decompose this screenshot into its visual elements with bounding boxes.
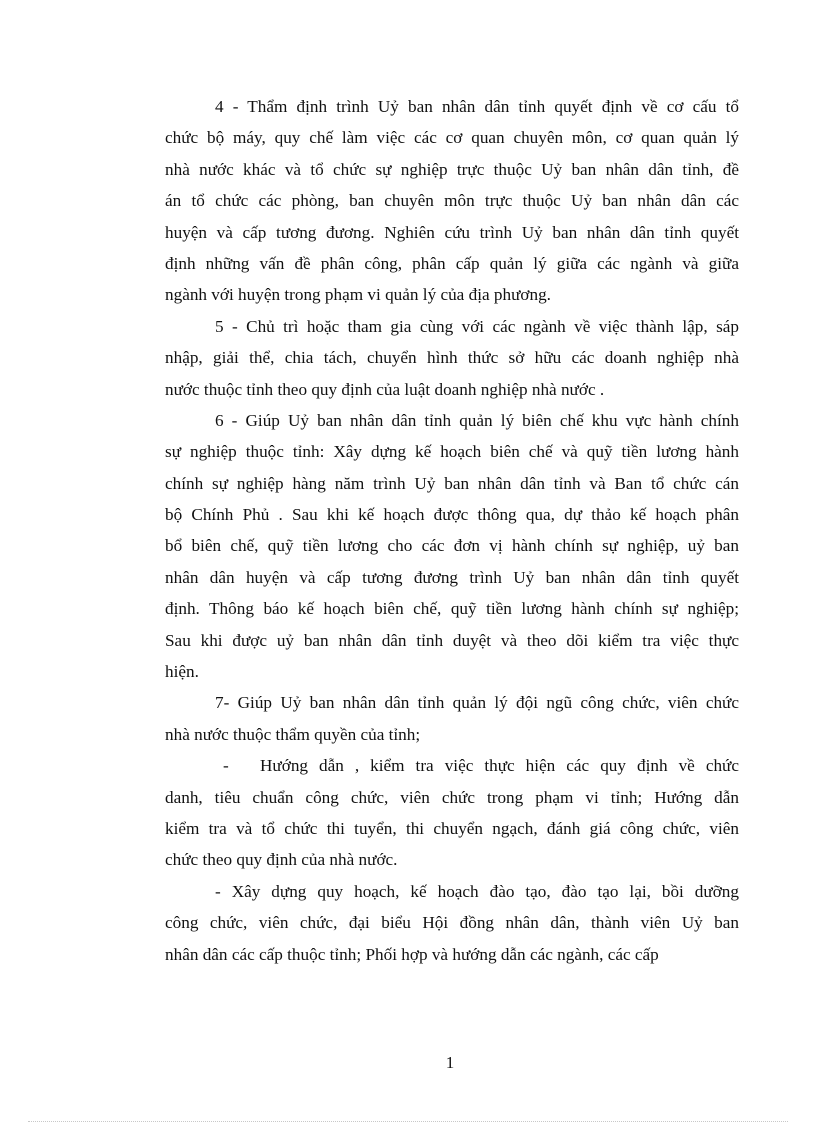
text-line: định những vấn đề phân công, phân cấp quản lý giữa các ngành và giữa: [165, 253, 739, 273]
text-line: nước thuộc tỉnh theo quy định của luật doanh nghiệp nhà nước .: [165, 379, 605, 399]
bullet-text: Hướng dẫn , kiểm tra việc thực hiện các quy định về chức: [260, 756, 739, 776]
text-line: huyện và cấp tương đương. Nghiên cứu trình Uỷ ban nhân dân tỉnh quyết: [165, 222, 739, 242]
text-line: hiện.: [165, 662, 199, 682]
text-line: chức theo quy định của nhà nước.: [165, 850, 398, 870]
text-line: sự nghiệp thuộc tỉnh: Xây dựng kế hoạch biên chế và quỹ tiền lương hành: [165, 442, 739, 462]
paragraph-training: [165, 876, 739, 970]
text-line: nhà nước khác và tổ chức sự nghiệp trực thuộc Uỷ ban nhân dân tỉnh, đề: [165, 159, 739, 179]
text-line: [165, 750, 739, 781]
text-line: bổ biên chế, quỹ tiền lương cho các đơn vị hành chính sự nghiệp, uỷ ban: [165, 536, 739, 556]
text-line: kiểm tra và tổ chức thi tuyển, thi chuyển ngạch, đánh giá công chức, viên: [165, 818, 739, 838]
text-line: danh, tiêu chuẩn công chức, viên chức trong phạm vi tỉnh; Hướng dẫn: [165, 787, 739, 807]
text-line: định. Thông báo kế hoạch biên chế, quỹ tiền lương hành chính sự nghiệp;: [165, 599, 739, 619]
text-line: công chức, viên chức, đại biểu Hội đồng nhân dân, thành viên Uỷ ban: [165, 913, 739, 933]
paragraph-7: [165, 687, 739, 750]
bullet-item-guidance: [165, 750, 739, 876]
text-line: án tổ chức các phòng, ban chuyên môn trực thuộc Uỷ ban nhân dân các: [165, 191, 739, 211]
text-line: nhân dân huyện và cấp tương đương trình Uỷ ban nhân dân tỉnh quyết: [165, 567, 739, 587]
paragraph-4: [165, 91, 739, 311]
text-line: 6 - Giúp Uỷ ban nhân dân tỉnh quản lý biên chế khu vực hành chính: [215, 410, 739, 430]
bullet-dash: -: [223, 756, 229, 776]
page-number: 1: [445, 1053, 455, 1072]
text-line: nhân dân các cấp thuộc tỉnh; Phối hợp và hướng dẫn các ngành, các cấp: [165, 944, 659, 964]
paragraph-6: [165, 405, 739, 688]
text-line: - Xây dựng quy hoạch, kế hoạch đào tạo, đào tạo lại, bồi dưỡng: [215, 881, 739, 901]
paragraph-5: [165, 311, 739, 405]
text-line: chức bộ máy, quy chế làm việc các cơ quan chuyên môn, cơ quan quản lý: [165, 128, 739, 148]
text-line: Sau khi được uỷ ban nhân dân tỉnh duyệt và theo dõi kiểm tra việc thực: [165, 630, 739, 650]
text-line: bộ Chính Phủ . Sau khi kế hoạch được thông qua, dự thảo kế hoạch phân: [165, 505, 739, 525]
text-line: nhập, giải thể, chia tách, chuyển hình thức sở hữu các doanh nghiệp nhà: [165, 348, 739, 368]
text-line: chính sự nghiệp hàng năm trình Uỷ ban nhân dân tỉnh và Ban tổ chức cán: [165, 473, 739, 493]
footer-divider: [28, 1121, 788, 1122]
text-line: 4 - Thẩm định trình Uỷ ban nhân dân tỉnh quyết định về cơ cấu tổ: [215, 97, 739, 116]
body-text: [165, 91, 739, 970]
text-line: nhà nước thuộc thẩm quyền của tỉnh;: [165, 724, 421, 744]
text-line: 5 - Chủ trì hoặc tham gia cùng với các ngành về việc thành lập, sáp: [215, 316, 739, 336]
text-line: ngành với huyện trong phạm vi quản lý của địa phương.: [165, 285, 551, 305]
text-line: 7- Giúp Uỷ ban nhân dân tỉnh quản lý đội ngũ công chức, viên chức: [215, 693, 739, 713]
